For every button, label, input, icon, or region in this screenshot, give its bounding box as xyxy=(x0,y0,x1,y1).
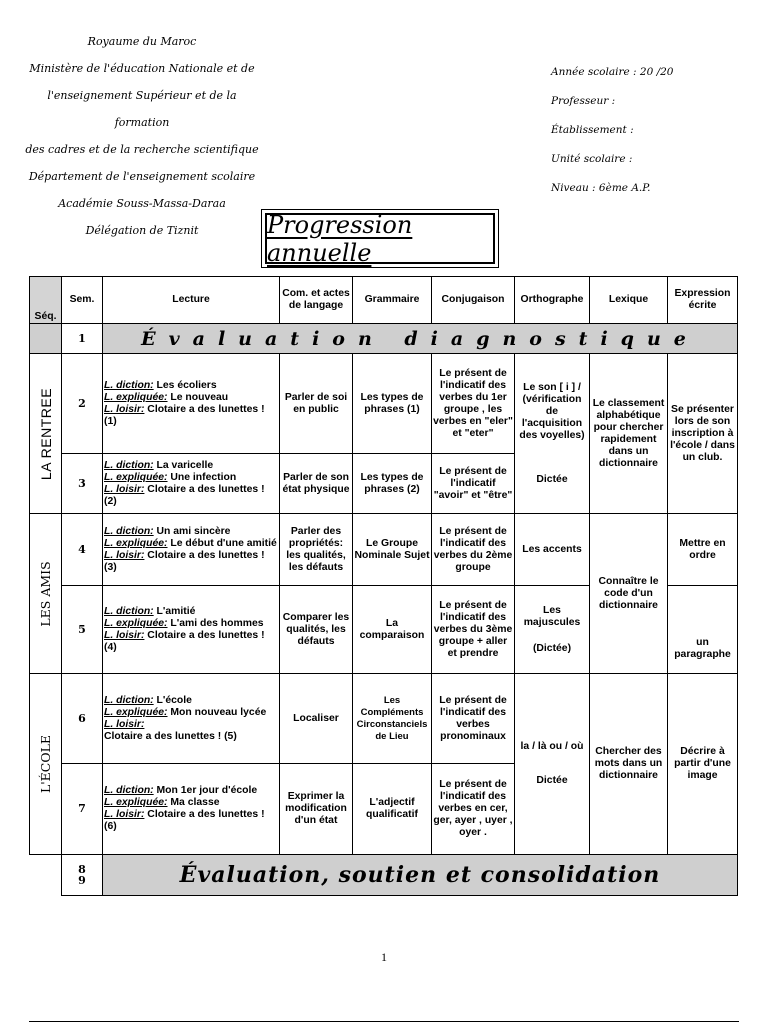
lecture-cell: L. diction: Un ami sincère L. expliquée: Le début d'une amitié L. loisir: Clotaire a des lunettes ! (3) xyxy=(103,514,280,586)
com-cell: Exprimer la modification d'un état xyxy=(280,764,353,855)
header-line: l'enseignement Supérieur et de la formation xyxy=(47,89,237,129)
final-eval-label: Évaluation, soutien et consolidation xyxy=(103,855,738,896)
expression-cell: un paragraphe xyxy=(668,586,738,674)
ministry-header xyxy=(22,28,262,244)
col-header-orthographe: Orthographe xyxy=(515,277,590,324)
school-year-field: Année scolaire : 20 /20 xyxy=(551,66,674,78)
week-number: 2 xyxy=(62,354,103,454)
expression-cell: Mettre en ordre xyxy=(668,514,738,586)
header-line: Ministère de l'éducation Nationale et de xyxy=(29,62,255,75)
col-header-lexique: Lexique xyxy=(590,277,668,324)
lexique-cell: Connaître le code d'un dictionnaire xyxy=(590,514,668,674)
week-number: 1 xyxy=(62,324,103,354)
col-header-lecture: Lecture xyxy=(103,277,280,324)
header-line: Département de l'enseignement scolaire xyxy=(28,170,256,183)
orthographe-cell: Les majuscules (Dictée) xyxy=(515,586,590,674)
conjugaison-cell: Le présent de l'indicatif des verbes du 3ème groupe + aller et prendre xyxy=(432,586,515,674)
col-header-grammaire: Grammaire xyxy=(353,277,432,324)
table-row xyxy=(30,674,738,764)
header-line: Académie Souss-Massa-Daraa xyxy=(58,197,226,210)
com-cell: Localiser xyxy=(280,674,353,764)
com-cell: Comparer les qualités, les défauts xyxy=(280,586,353,674)
table-row xyxy=(30,514,738,586)
teacher-field: Professeur : xyxy=(551,95,616,107)
diagnostic-eval-label: Évaluation diagnostique xyxy=(103,324,738,354)
header-line: des cadres et de la recherche scientifique xyxy=(25,143,259,156)
orthographe-cell: Le son [ i ] / (vérification de l'acquisition des voyelles) Dictée xyxy=(515,354,590,514)
title-frame xyxy=(261,209,499,268)
grammaire-cell: La comparaison xyxy=(353,586,432,674)
lexique-cell: Le classement alphabétique pour chercher rapidement dans un dictionnaire xyxy=(590,354,668,514)
expression-cell: Décrire à partir d'une image xyxy=(668,674,738,855)
header-line: Royaume du Maroc xyxy=(87,35,197,48)
school-info-header xyxy=(551,58,751,203)
col-header-sem: Sem. xyxy=(62,277,103,324)
header-line: Délégation de Tiznit xyxy=(85,224,199,237)
sequence-label-ecole: L'ÉCOLE xyxy=(30,674,62,855)
week-number: 8 9 xyxy=(62,855,103,896)
grammaire-cell: Les Compléments Circonstanciels de Lieu xyxy=(353,674,432,764)
level-field: Niveau : 6ème A.P. xyxy=(551,182,651,194)
week-number: 7 xyxy=(62,764,103,855)
page-title: Progression annuelle xyxy=(267,210,413,267)
footer-divider xyxy=(29,1021,739,1022)
week-number: 4 xyxy=(62,514,103,586)
lecture-cell: L. diction: Mon 1er jour d'école L. expliquée: Ma classe L. loisir: Clotaire a des lunettes ! (6) xyxy=(103,764,280,855)
grammaire-cell: Les types de phrases (2) xyxy=(353,454,432,514)
conjugaison-cell: Le présent de l'indicatif des verbes pronominaux xyxy=(432,674,515,764)
week-number: 6 xyxy=(62,674,103,764)
orthographe-cell: la / là ou / où Dictée xyxy=(515,674,590,855)
diagnostic-eval-row xyxy=(30,324,738,354)
sequence-label-rentree: LA RENTREE xyxy=(30,354,62,514)
lecture-cell: L. diction: Les écoliers L. expliquée: Le nouveau L. loisir: Clotaire a des lunettes ! (1) xyxy=(103,354,280,454)
col-header-expression: Expression écrite xyxy=(668,277,738,324)
page-number: 1 xyxy=(381,950,387,964)
conjugaison-cell: Le présent de l'indicatif "avoir" et "être" xyxy=(432,454,515,514)
grammaire-cell: Le Groupe Nominale Sujet xyxy=(353,514,432,586)
progression-table xyxy=(29,276,738,896)
week-number: 5 xyxy=(62,586,103,674)
grammaire-cell: Les types de phrases (1) xyxy=(353,354,432,454)
school-unit-field: Unité scolaire : xyxy=(551,153,633,165)
col-header-conjugaison: Conjugaison xyxy=(432,277,515,324)
col-header-com: Com. et actes de langage xyxy=(280,277,353,324)
com-cell: Parler de son état physique xyxy=(280,454,353,514)
conjugaison-cell: Le présent de l'indicatif des verbes du 1er groupe , les verbes en "eler" et "eter" xyxy=(432,354,515,454)
seq-cell-empty xyxy=(30,324,62,354)
conjugaison-cell: Le présent de l'indicatif des verbes en cer, ger, ayer , uyer , oyer . xyxy=(432,764,515,855)
com-cell: Parler de soi en public xyxy=(280,354,353,454)
sequence-label-amis: LES AMIS xyxy=(30,514,62,674)
com-cell: Parler des propriétés: les qualités, les défauts xyxy=(280,514,353,586)
orthographe-cell: Les accents xyxy=(515,514,590,586)
week-number: 3 xyxy=(62,454,103,514)
final-eval-row xyxy=(30,855,738,896)
conjugaison-cell: Le présent de l'indicatif des verbes du 2ème groupe xyxy=(432,514,515,586)
lexique-cell: Chercher des mots dans un dictionnaire xyxy=(590,674,668,855)
expression-cell: Se présenter lors de son inscription à l'école / dans un club. xyxy=(668,354,738,514)
seq-cell-empty xyxy=(30,855,62,896)
lecture-cell: L. diction: L'école L. expliquée: Mon nouveau lycée L. loisir: Clotaire a des lunettes ! (5) xyxy=(103,674,280,764)
table-row xyxy=(30,354,738,454)
col-header-seq: Séq. xyxy=(30,277,62,324)
lecture-cell: L. diction: L'amitié L. expliquée: L'ami des hommes L. loisir: Clotaire a des lunettes ! (4) xyxy=(103,586,280,674)
table-header-row xyxy=(30,277,738,324)
grammaire-cell: L'adjectif qualificatif xyxy=(353,764,432,855)
institution-field: Établissement : xyxy=(551,124,634,136)
lecture-cell: L. diction: La varicelle L. expliquée: Une infection L. loisir: Clotaire a des lunettes ! (2) xyxy=(103,454,280,514)
